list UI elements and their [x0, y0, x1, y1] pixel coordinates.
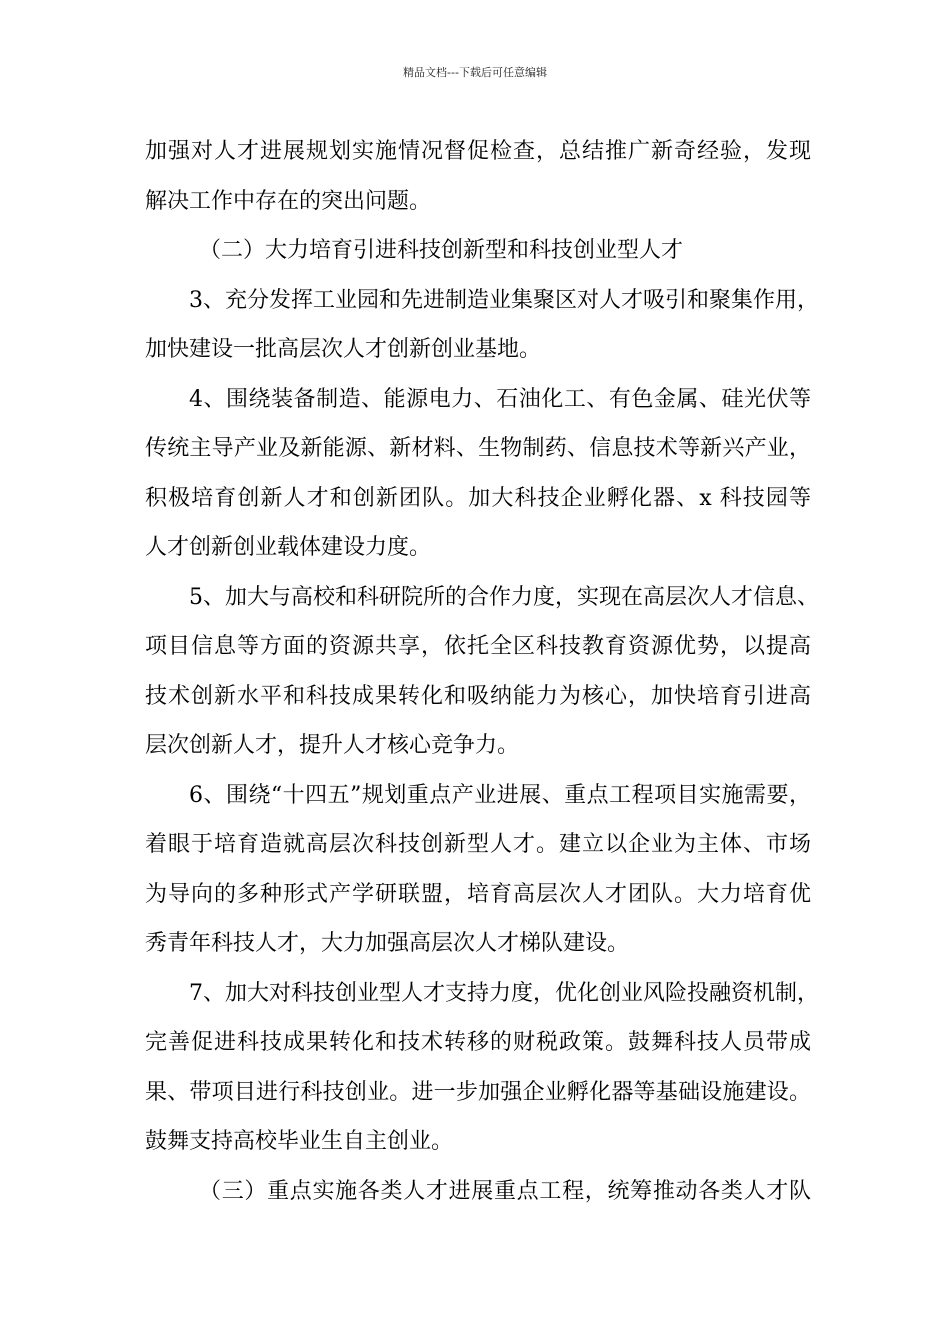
text-line: 人才创新创业载体建设力度。 — [145, 535, 432, 560]
text-line: 项目信息等方面的资源共享，依托全区科技教育资源优势，以提高 — [145, 634, 811, 659]
text-line: 加强对人才进展规划实施情况督促检查，总结推广新奇经验，发现 — [145, 139, 811, 164]
text-line: 6、围绕“十四五”规划重点产业进展、重点工程项目实施需要， — [189, 782, 811, 808]
text-line: 秀青年科技人才，大力加强高层次人才梯队建设。 — [145, 931, 630, 956]
document-body — [145, 127, 819, 1216]
page-header: 精品文档---下载后可任意编辑 — [403, 66, 547, 79]
text-line: 完善促进科技成果转化和技术转移的财税政策。鼓舞科技人员带成 — [145, 1030, 811, 1055]
text-line: 7、加大对科技创业型人才支持力度，优化创业风险投融资机制， — [189, 980, 819, 1006]
text-line: 3、充分发挥工业园和先进制造业集聚区对人才吸引和聚集作用， — [189, 287, 819, 313]
text-line: 5、加大与高校和科研院所的合作力度，实现在高层次人才信息、 — [189, 584, 819, 610]
text-line: 积极培育创新人才和创新团队。加大科技企业孵化器、x 科技园等 — [145, 485, 811, 511]
text-line: 解决工作中存在的突出问题。 — [145, 188, 432, 214]
text-line: 为导向的多种形式产学研联盟，培育高层次人才团队。大力培育优 — [145, 881, 811, 907]
text-line: 4、围绕装备制造、能源电力、石油化工、有色金属、硅光伏等 — [189, 386, 811, 412]
section-heading: （二）大力培育引进科技创新型和科技创业型人才 — [199, 238, 684, 263]
section-heading: （三）重点实施各类人才进展重点工程，统筹推动各类人才队 — [199, 1178, 811, 1204]
text-line: 鼓舞支持高校毕业生自主创业。 — [145, 1129, 454, 1154]
text-line: 果、带项目进行科技创业。进一步加强企业孵化器等基础设施建设。 — [145, 1079, 811, 1105]
text-line: 传统主导产业及新能源、新材料、生物制药、信息技术等新兴产业， — [145, 436, 811, 461]
text-line: 层次创新人才，提升人才核心竞争力。 — [145, 733, 520, 758]
text-line: 着眼于培育造就高层次科技创新型人才。建立以企业为主体、市场 — [145, 832, 811, 857]
text-line: 加快建设一批高层次人才创新创业基地。 — [145, 337, 542, 362]
text-line: 技术创新水平和科技成果转化和吸纳能力为核心，加快培育引进高 — [145, 683, 811, 709]
